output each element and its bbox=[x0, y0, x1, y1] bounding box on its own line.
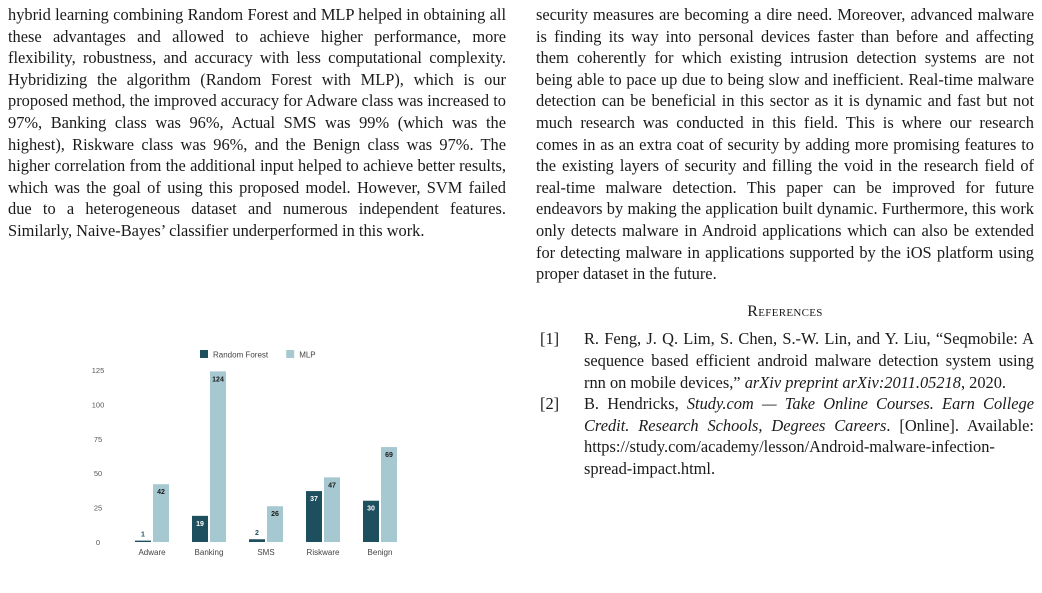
x-tick-label: Adware bbox=[138, 548, 166, 557]
legend-label: Random Forest bbox=[213, 350, 269, 360]
chart-bars bbox=[135, 371, 397, 542]
data-label: 30 bbox=[367, 505, 375, 513]
y-tick-label: 125 bbox=[91, 366, 105, 375]
x-tick-label: SMS bbox=[257, 548, 275, 557]
references-list bbox=[536, 328, 1034, 479]
reference-text bbox=[584, 393, 1034, 479]
y-tick-label: 25 bbox=[93, 503, 103, 513]
chart-legend bbox=[200, 350, 316, 360]
x-tick-label: Benign bbox=[367, 548, 393, 557]
legend-swatch bbox=[200, 350, 208, 358]
y-tick-label: 0 bbox=[95, 538, 101, 547]
left-column bbox=[8, 4, 506, 242]
bar bbox=[210, 371, 226, 542]
y-tick-label: 50 bbox=[93, 469, 103, 479]
legend-label: MLP bbox=[299, 350, 316, 360]
bar bbox=[249, 539, 265, 542]
data-label: 1 bbox=[141, 531, 145, 539]
x-tick-label: Banking bbox=[194, 548, 224, 557]
reference-tail: , 2020. bbox=[960, 372, 1007, 392]
reference-tail: . [Online]. Available: https://study.com/academy/lesson/Android-malware-infection-spread-impact.html. bbox=[584, 415, 1034, 478]
right-column bbox=[536, 4, 1034, 479]
data-label: 42 bbox=[157, 489, 165, 497]
reference-venue: arXiv preprint arXiv:2011.05218 bbox=[744, 372, 961, 392]
data-label: 2 bbox=[255, 530, 259, 538]
data-label: 37 bbox=[310, 496, 318, 504]
legend-swatch bbox=[286, 350, 294, 358]
reference-venue: Study.com — Take Online Courses. Earn College Credit. Research Schools, Degrees Careers bbox=[584, 394, 1034, 435]
data-label: 124 bbox=[212, 376, 224, 384]
x-tick-label: Riskware bbox=[306, 548, 340, 557]
reference-item bbox=[536, 328, 1034, 393]
reference-item bbox=[536, 393, 1034, 479]
bar-chart bbox=[80, 338, 393, 578]
references-heading: References bbox=[747, 302, 823, 320]
data-label: 19 bbox=[196, 520, 204, 528]
bar bbox=[381, 447, 397, 542]
x-axis bbox=[138, 548, 392, 557]
left-paragraph: hybrid learning combining Random Forest and MLP helped in obtaining all these advantages and allowed to achieve higher performance, more flexibility, robustness, and accuracy with less computational complexity. Hybridizing the algorithm (Random Forest with MLP), which is our proposed method, the improved accuracy for Adware class was increased to 97%, Banking class was 96%, Actual SMS was 99% (which was the highest), Riskware class was 96%, and the Benign class was 97%. The higher correlation from the additional input helped to achieve better results, which was the goal of using this proposed model. However, SVM failed due to a heterogeneous dataset and numerous independent features. Similarly, Naive-Bayes’ classifier underperformed in this work. bbox=[8, 5, 506, 240]
reference-authors: B. Hendricks, bbox=[584, 394, 687, 414]
reference-authors: R. Feng, J. Q. Lim, S. Chen, S.-W. Lin, and Y. Liu, “Seqmobile: A sequence based efficient android malware detection system using rnn on mobile devices,” bbox=[584, 329, 1034, 392]
bar bbox=[135, 541, 151, 542]
y-axis bbox=[92, 366, 105, 547]
right-paragraph: security measures are becoming a dire need. Moreover, advanced malware is finding its way into personal devices faster than before and affecting them coherently for which existing intrusion detection systems are not being able to pace up due to being slow and inefficient. Real-time malware detection can be beneficial in this sector as it is dynamic and fast but not much research was conducted in this field. This is where our research comes in as an extra coat of security by adding more promising features to the existing layers of security and filling the void in the research field of real-time malware detection. This paper can be improved for future endeavors by making the application built dynamic. Furthermore, this work only detects malware in Android applications which can also be extended for detecting malware in applications supported by the iOS platform using proper dataset in the future. bbox=[536, 5, 1034, 284]
reference-number: [2] bbox=[540, 394, 560, 414]
bar bbox=[192, 516, 208, 542]
reference-number: [1] bbox=[540, 329, 560, 349]
data-label: 69 bbox=[385, 452, 393, 460]
y-tick-label: 100 bbox=[91, 400, 105, 410]
data-label: 47 bbox=[328, 482, 336, 490]
data-label: 26 bbox=[271, 511, 279, 519]
y-tick-label: 75 bbox=[93, 434, 103, 444]
reference-text bbox=[584, 328, 1034, 393]
